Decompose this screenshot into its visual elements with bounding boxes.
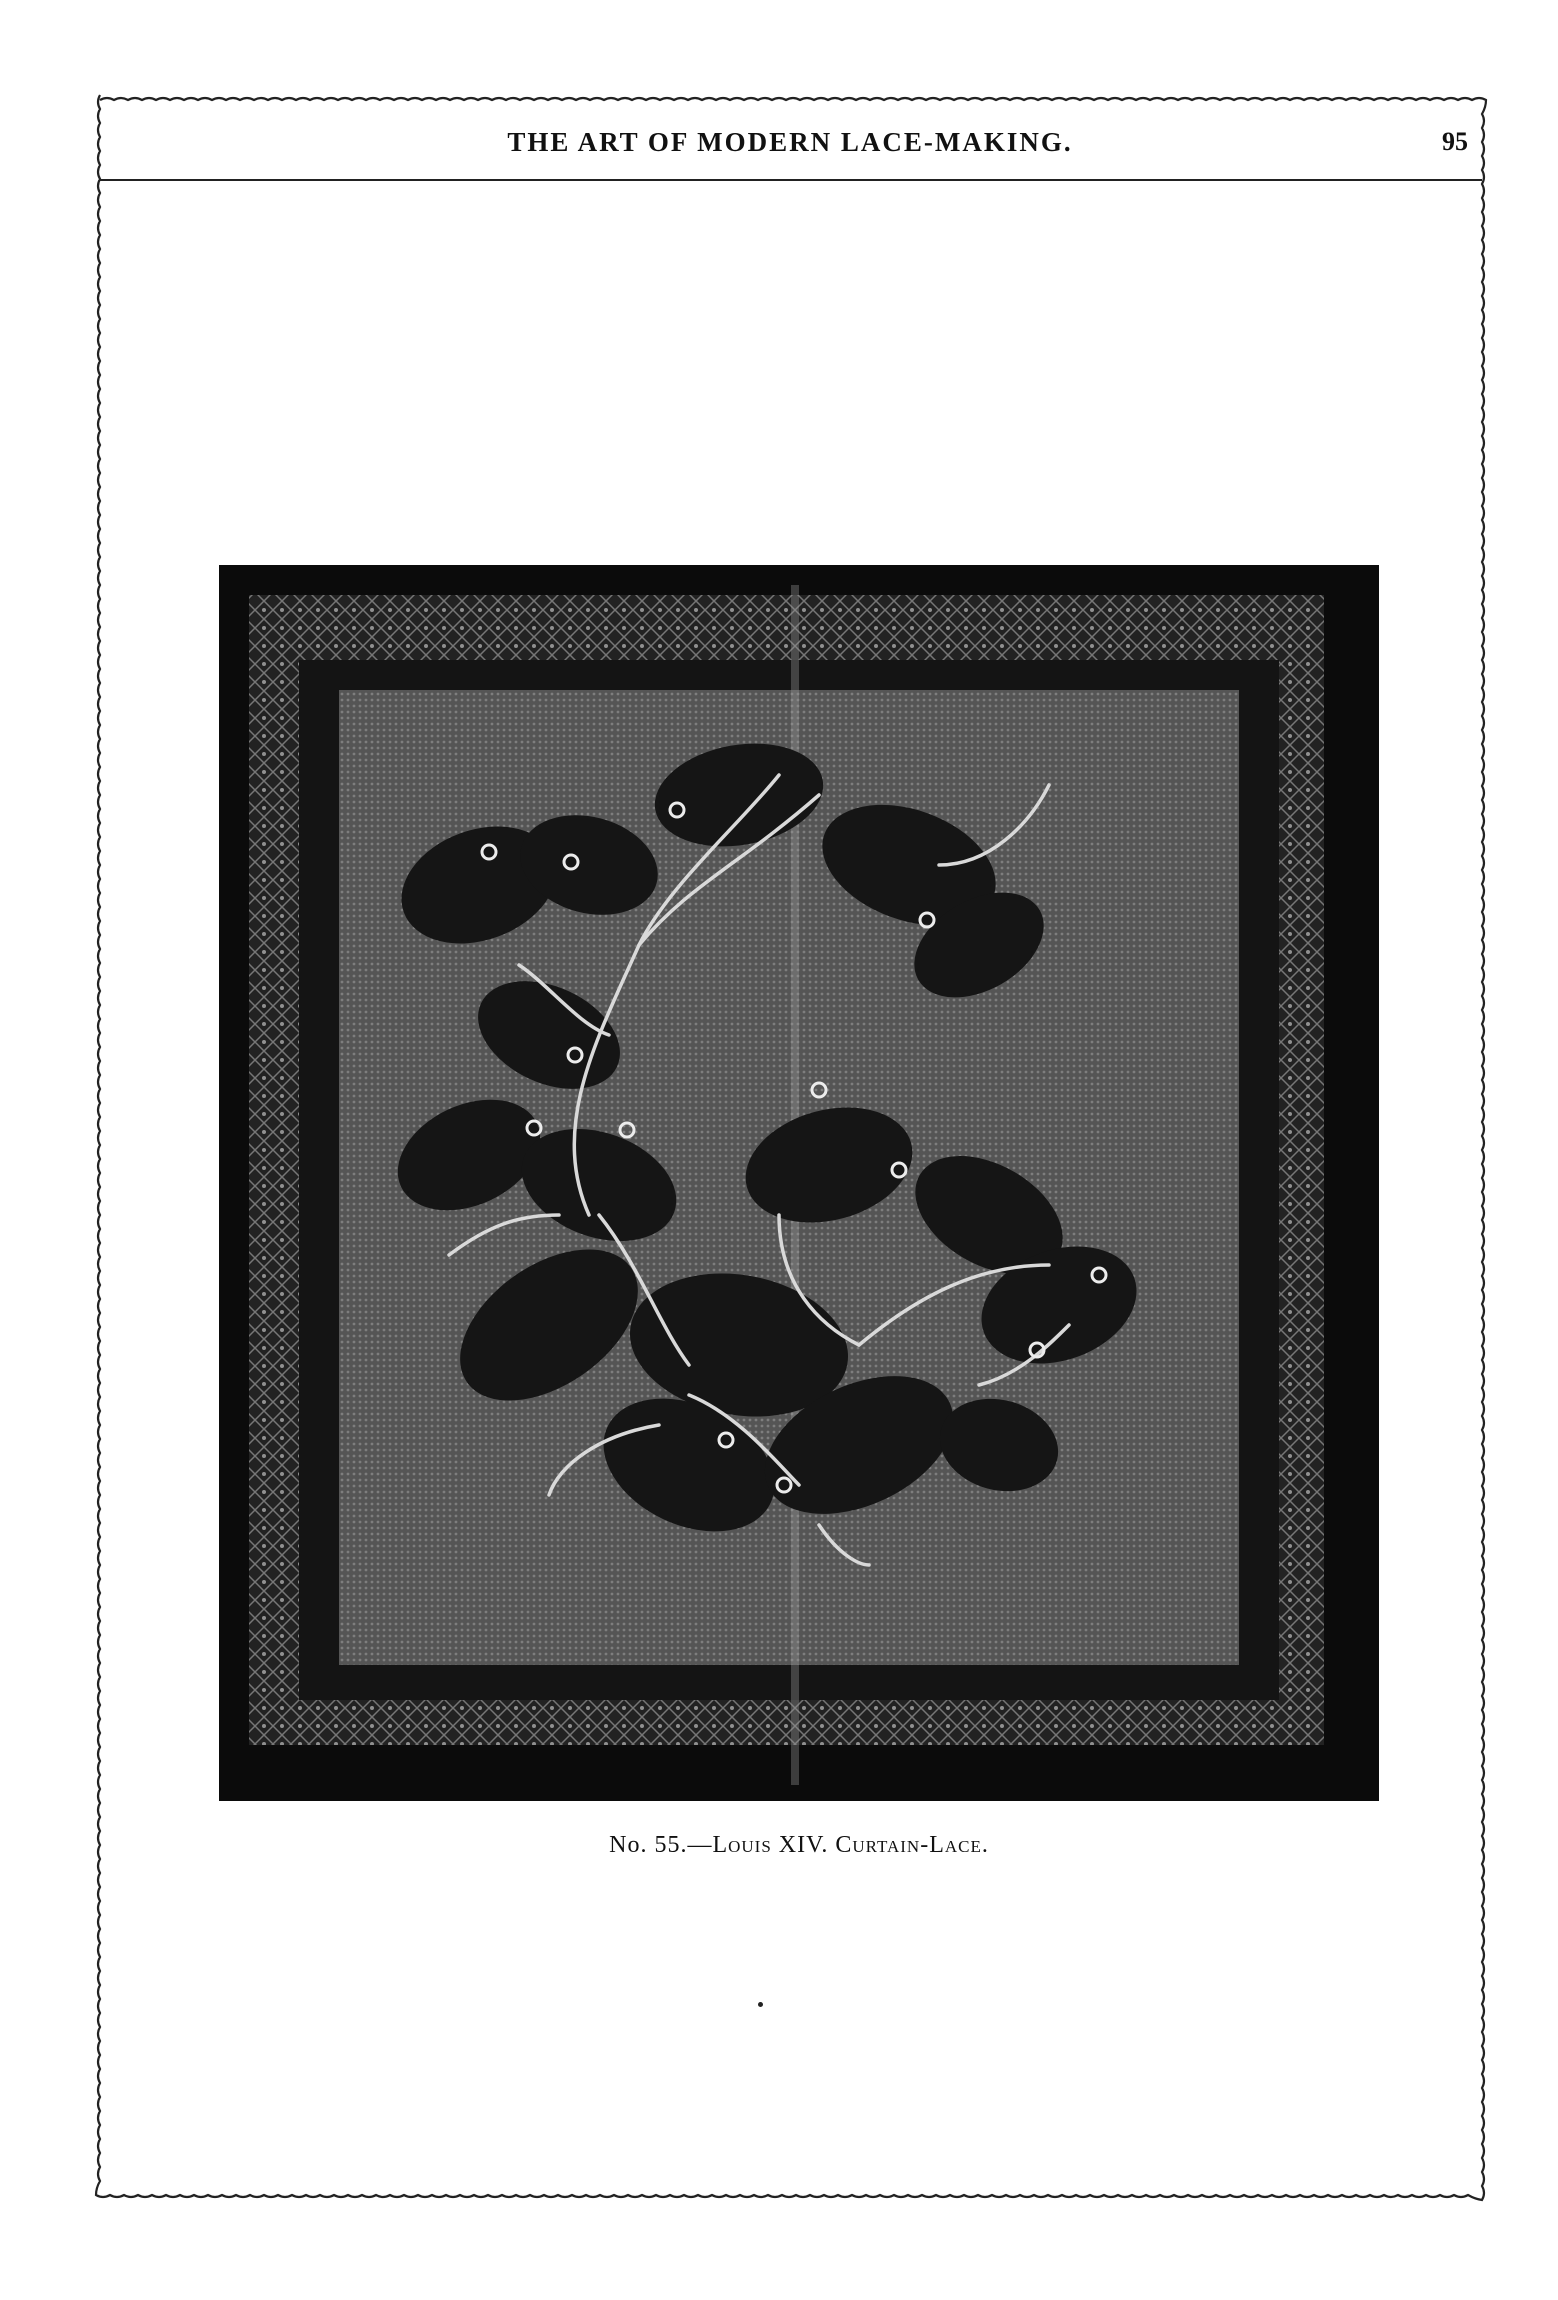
caption-dash: — (687, 1832, 713, 1858)
figure-title: Louis XIV. Curtain-Lace. (712, 1832, 989, 1858)
figure-caption (219, 1832, 1379, 1859)
lace-photograph-plate (219, 565, 1379, 1801)
figure-number: No. 55. (609, 1832, 688, 1858)
stray-ink-dot (758, 2002, 763, 2007)
page-header (100, 115, 1480, 173)
page-number: 95 (1442, 127, 1468, 156)
running-head: THE ART OF MODERN LACE-MAKING. (507, 127, 1073, 157)
lace-curtain-image (219, 565, 1379, 1801)
